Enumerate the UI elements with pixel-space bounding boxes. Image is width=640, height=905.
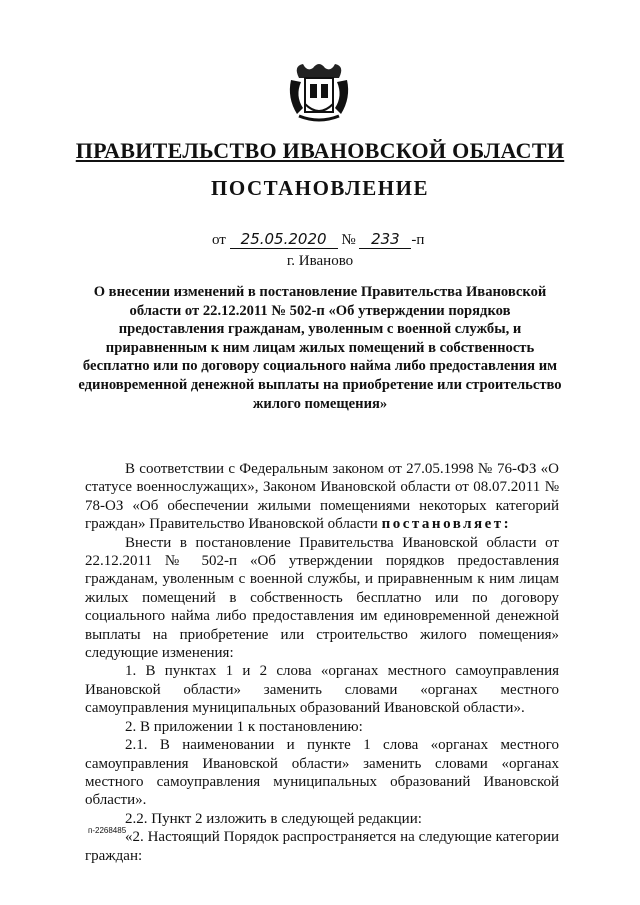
resolves-word: постановляет:: [381, 516, 512, 533]
document-number: 233: [359, 230, 411, 249]
paragraph-item-2-1: 2.1. В наименовании и пункте 1 слова «органах местного самоуправления Ивановской области» заменить словами «органах местного самоуправления муниципальных образований Ивановской области».: [85, 737, 559, 809]
paragraph-quote: «2. Настоящий Порядок распространяется на следующие категории граждан:: [85, 829, 559, 864]
date-prefix: от: [212, 232, 226, 248]
document-title: О внесении изменений в постановление Правительства Ивановской области от 22.12.2011 № 502-п «Об утверждении порядков предоставления гражданам, уволенным с военной службы, и приравненным к ним лицам жилых помещений в собственность бесплатно или по договору социального найма либо предоставления им единовременной денежной выплаты на приобретение или строительство жилого помещения»: [78, 284, 562, 412]
number-suffix: -п: [411, 232, 425, 248]
paragraph-item-1: 1. В пунктах 1 и 2 слова «органах местного самоуправления Ивановской области» заменить словами «органах местного самоуправления муниципальных образований Ивановской области».: [85, 663, 559, 717]
footer-code: п-2268485: [88, 826, 127, 835]
organization-name: ПРАВИТЕЛЬСТВО ИВАНОВСКОЙ ОБЛАСТИ: [75, 138, 565, 163]
document-body: [85, 460, 559, 865]
document-date: 25.05.2020: [230, 230, 338, 249]
paragraph-amend: Внести в постановление Правительства Ивановской области от 22.12.2011 № 502-п «Об утверждении порядков предоставления гражданам, уволенным с военной службы, и приравненным к ним лицам жилых помещений в собственность бесплатно или по договору социального найма либо предоставления им единовременной денежной выплаты на приобретение или строительство жилого помещения» следующие изменения:: [85, 534, 559, 662]
preamble-text: В соответствии с Федеральным законом от 27.05.1998 № 76-ФЗ «О статусе военнослужащих», Законом Ивановской области от 08.07.2011 № 78-ОЗ «Об обеспечении жилыми помещениями некоторых категорий граждан» Правительство Ивановской области: [85, 461, 559, 533]
paragraph-item-2: 2. В приложении 1 к постановлению:: [125, 718, 363, 735]
document-type: ПОСТАНОВЛЕНИЕ: [211, 176, 429, 200]
date-number-line: [212, 230, 424, 249]
paragraph-preamble: [85, 460, 559, 534]
paragraph-item-2-2: 2.2. Пункт 2 изложить в следующей редакции:: [125, 810, 422, 827]
coat-of-arms-emblem: [285, 58, 353, 126]
number-sign: №: [341, 232, 356, 248]
city: г. Иваново: [286, 253, 354, 269]
